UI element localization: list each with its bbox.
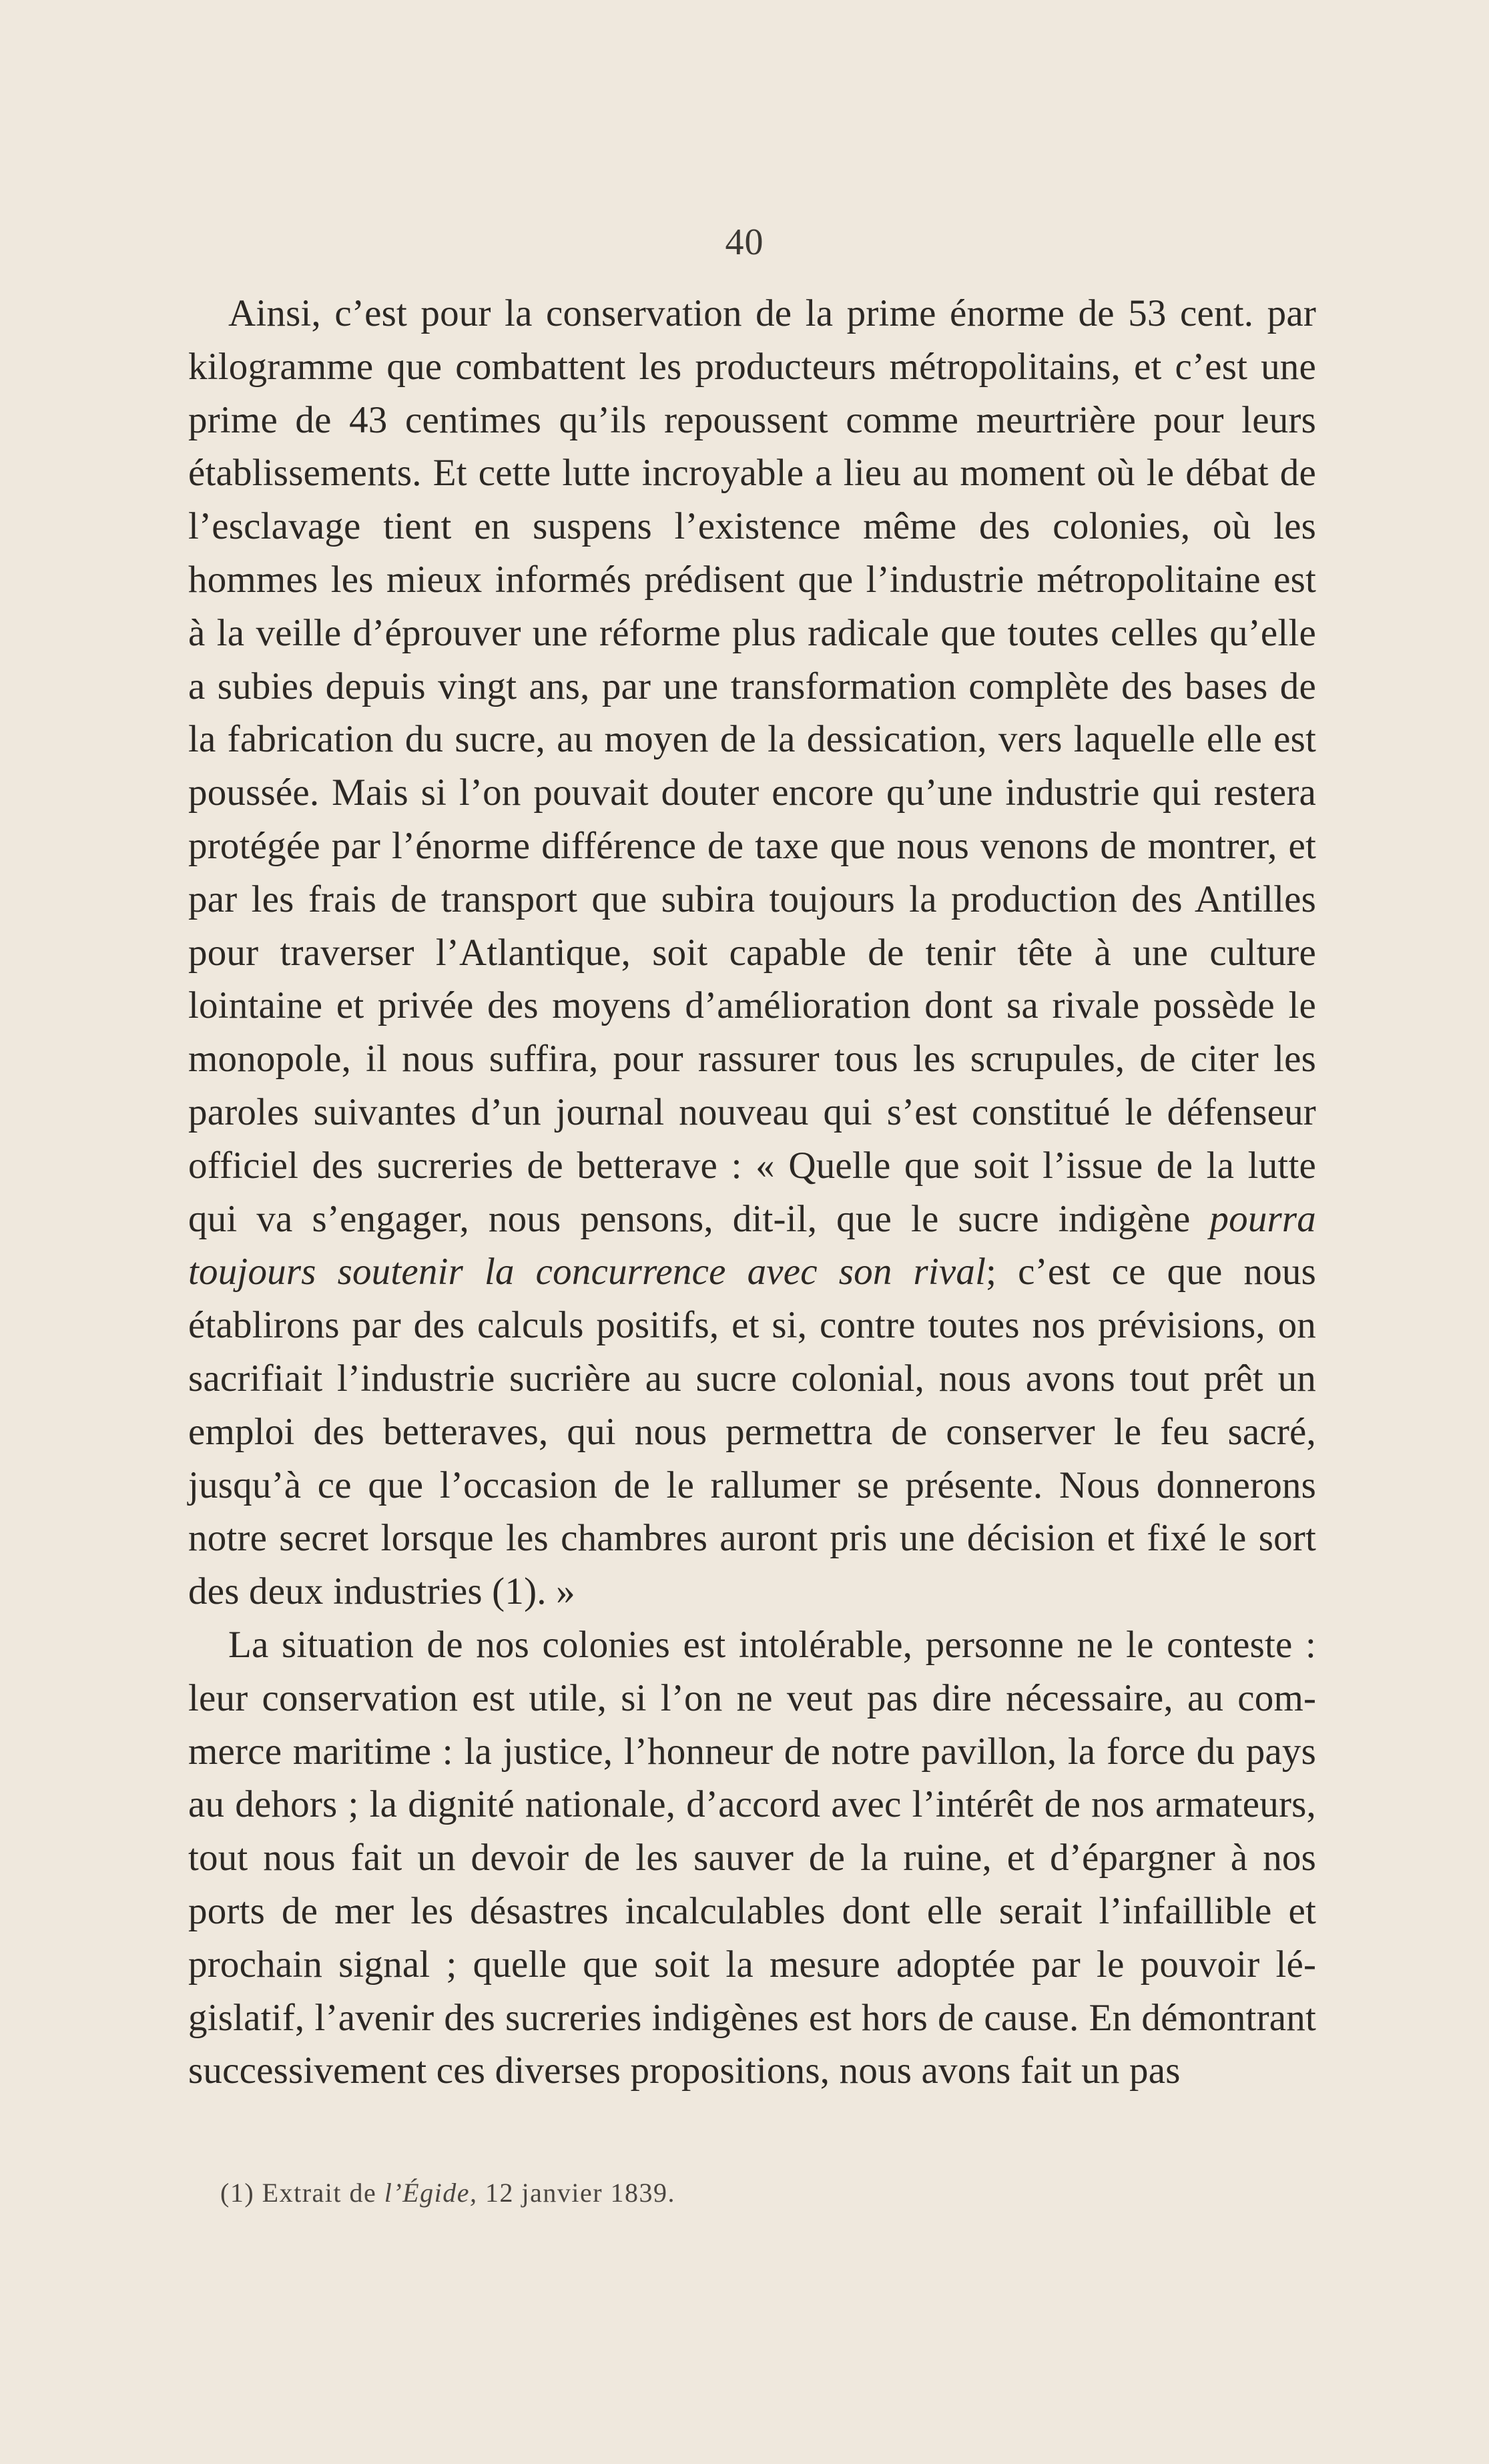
footnote-prefix: Extrait de bbox=[262, 2178, 377, 2208]
footnote-date: 12 janvier 1839. bbox=[485, 2178, 676, 2208]
footnote-marker: (1) bbox=[220, 2178, 255, 2208]
paragraph-1-quote-italic: pourra toujours soutenir la concurrence avec son rival bbox=[188, 1197, 1316, 1293]
footnote bbox=[220, 2177, 1288, 2209]
paragraph-2-text: La situation de nos colonies est intolérable, personne ne le conteste : leur conservation est utile, si l’on ne veut pas dire nécessaire, au commerce maritime : la justice, l’honneur de notre pavillon, la force du pays au dehors ; la dignité nationale, d’accord avec l’intérêt de nos armateurs, tout nous fait un devoir de les sauver de la ruine, et d’épargner à nos ports de mer les désastres incalculables dont elle serait l’infaillible et prochain signal ; quelle que soit la mesure adoptée par le pouvoir législatif, l’avenir des sucreries indigènes est hors de cause. En démontrant successivement ces diverses propositions, nous avons fait un pas bbox=[188, 1623, 1316, 2092]
body-text bbox=[188, 287, 1316, 2098]
paragraph-1-text-a: Ainsi, c’est pour la conservation de la prime énorme de 53 cent. par kilogramme que combattent les producteurs métropolitains, et c’est une prime de 43 centimes qu’ils repoussent comme meurtrière pour leurs établissements. Et cette lutte incroyable a lieu au moment où le débat de l’esclavage tient en suspens l’existence même des colonies, où les hommes les mieux informés prédisent que l’industrie métropolitaine est à la veille d’éprouver une réforme plus radicale que toutes celles qu’elle a subies depuis vingt ans, par une transformation complète des bases de la fabrication du sucre, au moyen de la dessication, vers laquelle elle est poussée. Mais si l’on pouvait douter encore qu’une industrie qui restera protégée par l’énorme différence de taxe que nous venons de montrer, et par les frais de transport que subira toujours la production des Antilles pour traverser l’Atlantique, soit capable de tenir tête à une culture lointaine et privée des moyens d’amélioration dont sa rivale possède le monopole, il nous suffira, pour rassurer tous les scrupules, de citer les paroles suivantes d’un journal nouveau qui s’est constitué le défenseur officiel des sucreries de betterave : « Quelle que soit l’issue de la lutte qui va s’engager, nous pensons, dit-il, que le sucre indigène bbox=[188, 292, 1316, 1240]
paragraph-2 bbox=[188, 1618, 1316, 2098]
paragraph-1 bbox=[188, 287, 1316, 1618]
page-number: 40 bbox=[725, 222, 764, 263]
paragraph-1-text-b: ; c’est ce que nous établirons par des calculs positifs, et si, contre toutes nos prévisions, on sacrifiait l’industrie sucrière au sucre colonial, nous avons tout prêt un emploi des betteraves, qui nous permettra de conserver le feu sacré, jusqu’à ce que l’occasion de le rallumer se présente. Nous donnerons notre secret lorsque les chambres auront pris une décision et fixé le sort des deux industries (1). » bbox=[188, 1251, 1316, 1613]
footnote-source: l’Égide, bbox=[384, 2178, 478, 2208]
